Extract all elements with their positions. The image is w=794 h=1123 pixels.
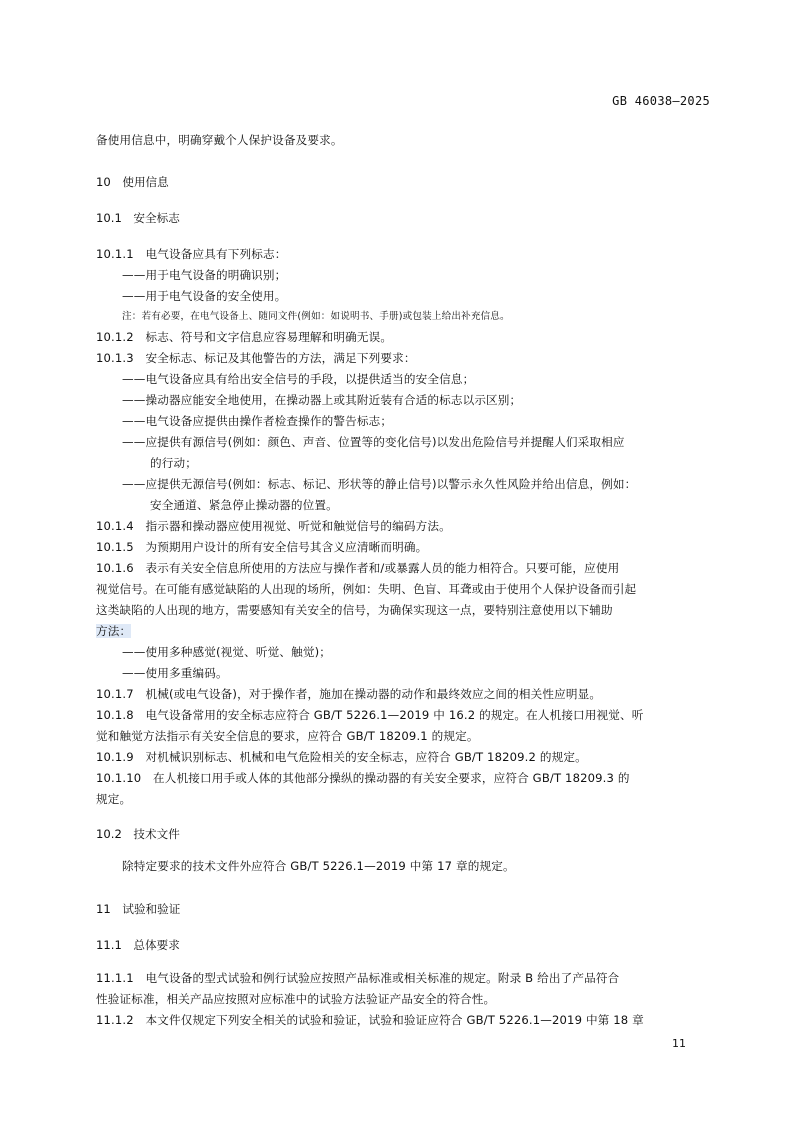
list-item: ——操动器应能安全地使用，在操动器上或其附近装有合适的标志以示区别； [122,393,522,407]
list-item: ——电气设备应提供由操作者检查操作的警告标志； [122,414,393,428]
clause-10-1-9: 10.1.9 对机械识别标志、机械和电气危险相关的安全标志，应符合 GB/T 18209.2 的规定。 [96,750,587,764]
standard-number: GB 46038—2025 [612,94,710,108]
highlighted-text: 方法： [96,624,132,638]
list-item: ——用于电气设备的明确识别； [122,268,287,282]
section-heading-10-1: 10.1 安全标志 [96,211,180,225]
paragraph-line: 觉和触觉方法指示有关安全信息的要求，应符合 GB/T 18209.1 的规定。 [96,729,479,743]
list-item: ——使用多种感觉(视觉、听觉、触觉)； [122,645,331,659]
page-number: 11 [672,1037,686,1050]
list-item: ——用于电气设备的安全使用。 [122,289,287,303]
paragraph-line: 除特定要求的技术文件外应符合 GB/T 5226.1—2019 中第 17 章的规定。 [122,859,515,873]
paragraph-line: 视觉信号。在可能有感觉缺陷的人出现的场所，例如：失明、色盲、耳聋或由于使用个人保护设备而引起 [96,582,637,596]
clause-10-1-3: 10.1.3 安全标志、标记及其他警告的方法，满足下列要求： [96,351,416,365]
list-item: ——应提供无源信号(例如：标志、标记、形状等的静止信号)以警示永久性风险并给出信息，例如： [122,477,637,491]
clause-10-1-8: 10.1.8 电气设备常用的安全标志应符合 GB/T 5226.1—2019 中 16.2 的规定。在人机接口用视觉、听 [96,708,644,722]
clause-10-1-4: 10.1.4 指示器和操动器应使用视觉、听觉和触觉信号的编码方法。 [96,519,451,533]
list-item: ——电气设备应具有给出安全信号的手段，以提供适当的安全信息； [122,372,475,386]
section-heading-11-1: 11.1 总体要求 [96,938,180,952]
clause-10-1-2: 10.1.2 标志、符号和文字信息应容易理解和明确无误。 [96,330,393,344]
paragraph-line: 备使用信息中，明确穿戴个人保护设备及要求。 [96,133,343,147]
clause-11-1-2: 11.1.2 本文件仅规定下列安全相关的试验和验证，试验和验证应符合 GB/T 5226.1—2019 中第 18 章 [96,1013,644,1027]
paragraph-line: 规定。 [96,792,132,806]
clause-10-1-1: 10.1.1 电气设备应具有下列标志： [96,247,287,261]
paragraph-line: 性验证标准，相关产品应按照对应标准中的试验方法验证产品安全的符合性。 [96,992,496,1006]
clause-10-1-10: 10.1.10 在人机接口用手或人体的其他部分操纵的操动器的有关安全要求，应符合 GB/T 18209.3 的 [96,771,630,785]
section-heading-10: 10 使用信息 [96,175,169,189]
clause-11-1-1: 11.1.1 电气设备的型式试验和例行试验应按照产品标准或相关标准的规定。附录 B 给出了产品符合 [96,971,620,985]
list-item: ——使用多重编码。 [122,666,228,680]
paragraph-line [96,621,710,642]
list-item: ——应提供有源信号(例如：颜色、声音、位置等的变化信号)以发出危险信号并提醒人们采取相应 [122,435,625,449]
clause-10-1-6: 10.1.6 表示有关安全信息所使用的方法应与操作者和/或暴露人员的能力相符合。只要可能，应使用 [96,561,620,575]
section-heading-10-2: 10.2 技术文件 [96,827,180,841]
list-item-continuation: 的行动； [150,456,197,470]
list-item-continuation: 安全通道、紧急停止操动器的位置。 [150,498,338,512]
paragraph-line: 这类缺陷的人出现的地方，需要感知有关安全的信号，为确保实现这一点，要特别注意使用以下辅助 [96,603,613,617]
clause-10-1-7: 10.1.7 机械(或电气设备)，对于操作者，施加在操动器的动作和最终效应之间的相关性应明显。 [96,687,602,701]
note-line: 注：若有必要，在电气设备上、随同文件(例如：如说明书、手册)或包装上给出补充信息。 [122,311,510,322]
section-heading-11: 11 试验和验证 [96,902,181,916]
clause-10-1-5: 10.1.5 为预期用户设计的所有安全信号其含义应清晰而明确。 [96,540,428,554]
